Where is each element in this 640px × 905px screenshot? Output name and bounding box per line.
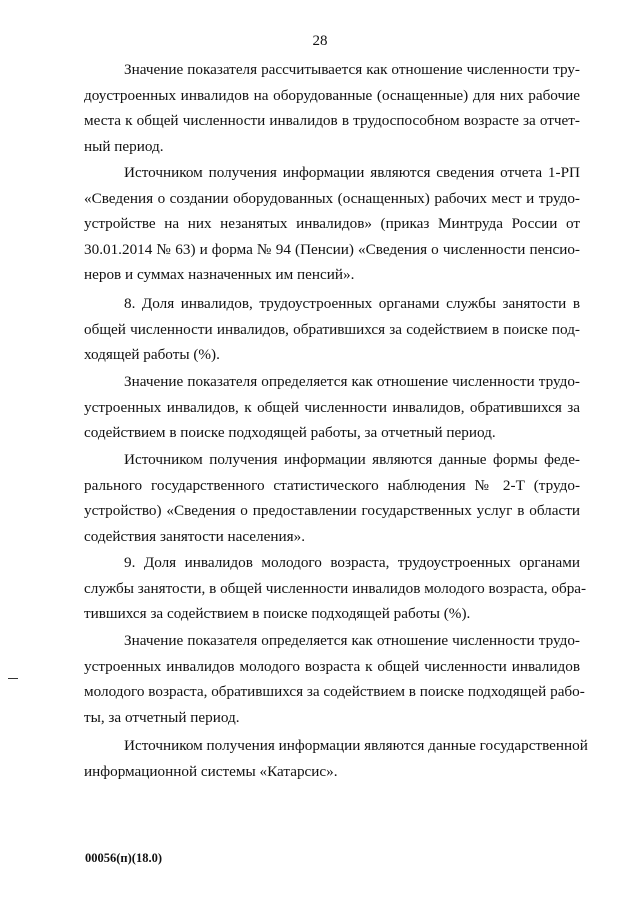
- text-line: Источником получения информации являются сведения отчета 1-РП: [124, 164, 580, 181]
- text-line: ты, за отчетный период.: [84, 708, 240, 726]
- paragraph-item-9-calculation: [84, 628, 585, 730]
- paragraph-item-8-heading: [84, 291, 580, 368]
- text-line: Источником получения информации являются данные государственной: [124, 737, 588, 754]
- text-line: молодого возраста, обратившихся за содействием в поиске подходящей рабо-: [84, 683, 585, 701]
- text-line: информационной системы «Катарсис».: [84, 762, 338, 780]
- text-line: устроенных инвалидов, к общей численности инвалидов, обратившихся за: [84, 398, 580, 416]
- text-line: «Сведения о создании оборудованных (оснащенных) рабочих мест и трудо-: [84, 189, 580, 207]
- text-line: Значение показателя рассчитывается как отношение численности тру-: [124, 61, 580, 78]
- paragraph-item-8-calculation: [84, 369, 580, 446]
- text-line: Источником получения информации являются данные формы феде-: [124, 451, 580, 468]
- paragraph-item-9-source: [84, 733, 588, 784]
- text-line: рального государственного статистического наблюдения № 2-Т (трудо-: [84, 476, 580, 494]
- text-line: 8. Доля инвалидов, трудоустроенных органами службы занятости в: [124, 295, 580, 312]
- paragraph-indicator-calculation: [84, 57, 580, 159]
- page-number: 28: [312, 33, 328, 49]
- text-line: ходящей работы (%).: [84, 346, 220, 364]
- paragraph-item-9-heading: [84, 550, 587, 627]
- text-line: 9. Доля инвалидов молодого возраста, трудоустроенных органами: [124, 554, 580, 571]
- paragraph-source-1rp: [84, 160, 580, 288]
- text-line: устройство) «Сведения о предоставлении государственных услуг в области: [84, 502, 580, 520]
- text-line: доустроенных инвалидов на оборудованные (оснащенные) для них рабочие: [84, 86, 580, 104]
- text-line: места к общей численности инвалидов в трудоспособном возрасте за отчет-: [84, 112, 580, 130]
- text-line: неров и суммах назначенных им пенсий».: [84, 266, 355, 284]
- text-line: содействием в поиске подходящей работы, за отчетный период.: [84, 424, 496, 442]
- text-line: службы занятости, в общей численности инвалидов молодого возраста, обра-: [84, 579, 587, 597]
- text-line: устройстве на них незанятых инвалидов» (приказ Минтруда России от: [84, 215, 580, 233]
- text-line: 30.01.2014 № 63) и форма № 94 (Пенсии) «Сведения о численности пенсио-: [84, 240, 580, 258]
- scan-edge-mark: [8, 678, 18, 679]
- paragraph-item-8-source: [84, 447, 580, 549]
- text-line: общей численности инвалидов, обратившихся за содействием в поиске под-: [84, 320, 580, 338]
- text-line: ный период.: [84, 137, 164, 155]
- document-footer-code: 00056(п)(18.0): [85, 851, 162, 865]
- text-line: устроенных инвалидов молодого возраста к общей численности инвалидов: [84, 657, 580, 675]
- text-line: Значение показателя определяется как отношение численности трудо-: [124, 632, 580, 649]
- text-line: тившихся за содействием в поиске подходящей работы (%).: [84, 605, 471, 623]
- text-line: Значение показателя определяется как отношение численности трудо-: [124, 373, 580, 390]
- text-line: содействия занятости населения».: [84, 527, 306, 545]
